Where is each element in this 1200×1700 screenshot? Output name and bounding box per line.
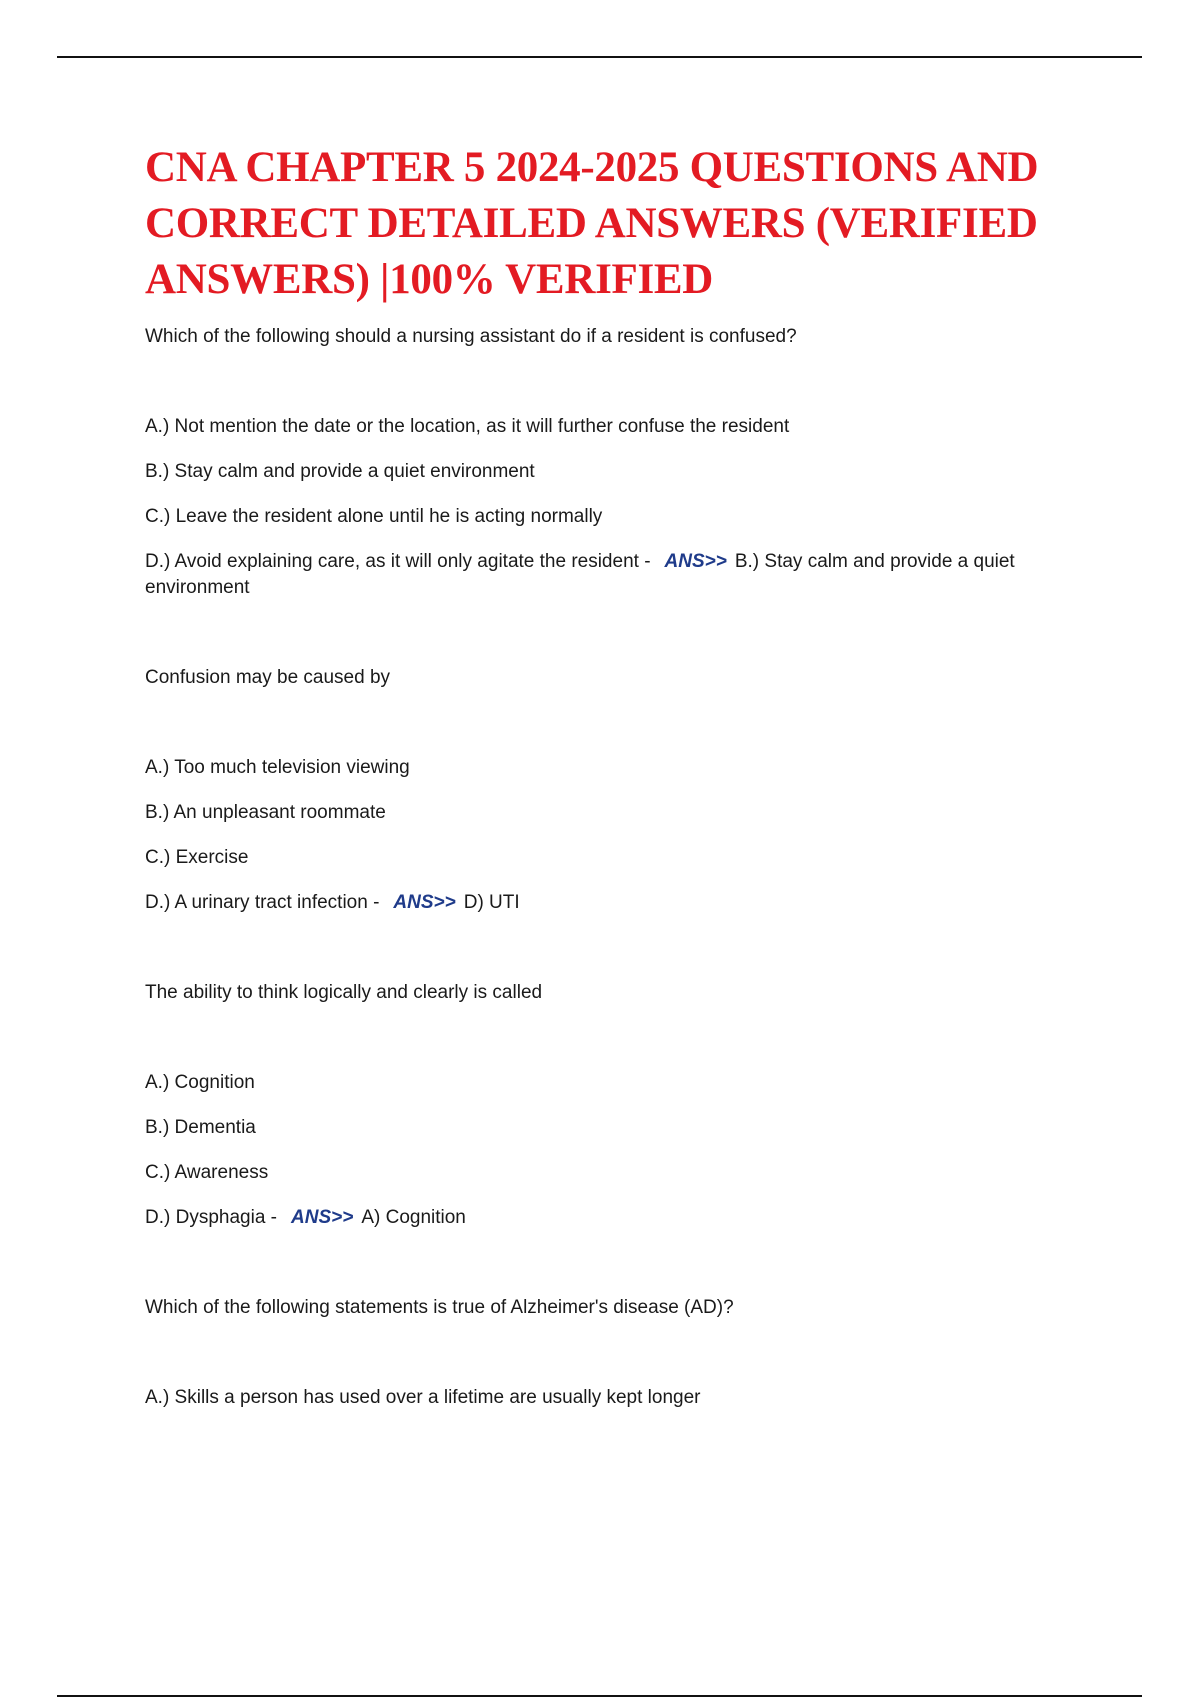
option-d: D.) A urinary tract infection -: [145, 892, 380, 913]
option-b: B.) Stay calm and provide a quiet environment: [145, 461, 535, 482]
option-d-with-answer: [145, 1205, 1095, 1231]
answer-label: ANS>>: [664, 551, 727, 572]
page-title: CNA CHAPTER 5 2024-2025 QUESTIONS AND CORRECT DETAILED ANSWERS (VERIFIED ANSWERS) |100% VERIFIED: [145, 144, 1039, 303]
answer-label: ANS>>: [393, 892, 456, 913]
question-block-2: [145, 665, 1095, 916]
option-d-with-answer: [145, 890, 1095, 916]
question-block-1: [145, 324, 1095, 601]
option-c: C.) Awareness: [145, 1162, 269, 1183]
question-text: Which of the following should a nursing assistant do if a resident is confused?: [145, 326, 797, 347]
document-body: [145, 140, 1095, 1411]
option-c: C.) Leave the resident alone until he is acting normally: [145, 506, 603, 527]
question-block-3: [145, 980, 1095, 1231]
option-a: A.) Not mention the date or the location, as it will further confuse the resident: [145, 416, 790, 437]
answer-text: A) Cognition: [361, 1207, 466, 1228]
option-b: B.) Dementia: [145, 1117, 256, 1138]
option-c: C.) Exercise: [145, 847, 249, 868]
question-block-4: [145, 1295, 1095, 1411]
question-text: Which of the following statements is true of Alzheimer's disease (AD)?: [145, 1297, 734, 1318]
option-a: A.) Cognition: [145, 1072, 255, 1093]
option-a: A.) Too much television viewing: [145, 757, 410, 778]
bottom-rule: [57, 1695, 1142, 1697]
option-d-with-answer: [145, 549, 1095, 601]
question-text: The ability to think logically and clearly is called: [145, 982, 543, 1003]
option-a: A.) Skills a person has used over a lifetime are usually kept longer: [145, 1387, 701, 1408]
option-b: B.) An unpleasant roommate: [145, 802, 386, 823]
answer-text: D) UTI: [463, 892, 520, 913]
answer-label: ANS>>: [291, 1207, 354, 1228]
option-d: D.) Avoid explaining care, as it will only agitate the resident -: [145, 551, 651, 572]
answer-text: B.) Stay calm and provide a quiet environment: [145, 551, 1015, 598]
option-d: D.) Dysphagia -: [145, 1207, 277, 1228]
question-text: Confusion may be caused by: [145, 667, 391, 688]
top-rule: [57, 56, 1142, 58]
